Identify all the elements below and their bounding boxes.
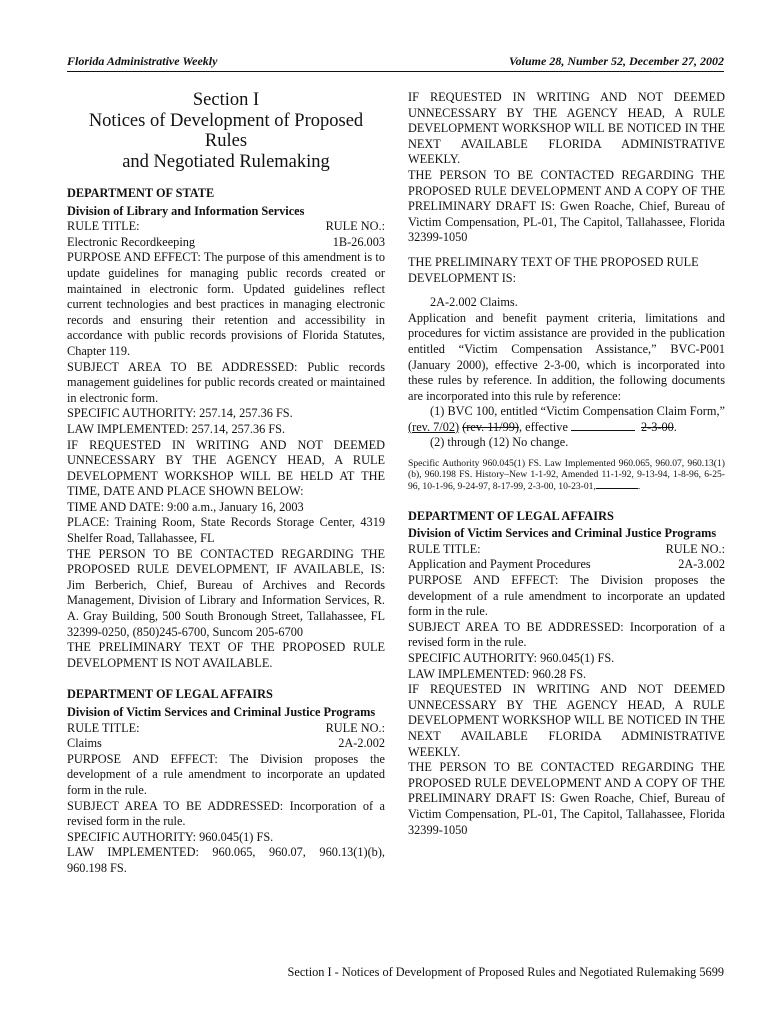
subject-paragraph: SUBJECT AREA TO BE ADDRESSED: Public records management guidelines for public records created or maintained in electronic form. [67, 359, 385, 405]
running-head [67, 54, 724, 69]
rule-value-row [67, 235, 385, 251]
specific-authority: SPECIFIC AUTHORITY: 960.045(1) FS. [67, 829, 274, 844]
rule-history [408, 458, 725, 493]
effective-text: , effective [518, 419, 568, 434]
rule-text-heading: 2A-2.002 Claims. [430, 295, 518, 310]
rule-title: Electronic Recordkeeping [67, 234, 196, 249]
rule-text-item-1 [408, 404, 725, 435]
deleted-text: (rev. 11/99) [462, 419, 519, 434]
purpose-paragraph: PURPOSE AND EFFECT: The purpose of this amendment is to update guidelines for managing public records created or maintained in electronic form. Updated guidelines reflect current technologies and best practices in managing electronic records and ensuring their retention and accessibility in accordance with public records provisions of Florida Statutes, Chapter 119. [67, 250, 385, 358]
right-column [408, 90, 725, 838]
history-end: . [637, 481, 641, 493]
specific-authority: SPECIFIC AUTHORITY: 257.14, 257.36 FS. [67, 406, 293, 421]
place: PLACE: Training Room, State Records Storage Center, 4319 Shelfer Road, Tallahassee, FL [67, 515, 385, 546]
rule-title: Application and Payment Procedures [408, 557, 591, 572]
law-implemented: LAW IMPLEMENTED: 960.065, 960.07, 960.13(1)(b), 960.198 FS. [67, 845, 385, 875]
law-implemented: LAW IMPLEMENTED: 257.14, 257.36 FS. [67, 421, 286, 436]
added-text: (rev. 7/02) [408, 419, 460, 434]
law-implemented: LAW IMPLEMENTED: 960.28 FS. [408, 666, 587, 681]
rule-title-label: RULE TITLE: [67, 720, 140, 735]
division-heading: Division of Victim Services and Criminal Justice Programs [67, 705, 376, 719]
rule-title-label: RULE TITLE: [408, 541, 481, 556]
section-title-line-3: and Negotiated Rulemaking [122, 151, 330, 172]
publication-name: Florida Administrative Weekly [67, 54, 218, 68]
workshop-paragraph: IF REQUESTED IN WRITING AND NOT DEEMED UNNECESSARY BY THE AGENCY HEAD, A RULE DEVELOPMENT WORKSHOP WILL BE HELD AT THE TIME, DATE AND PLACE SHOWN BELOW: [67, 437, 385, 499]
history-text: Specific Authority 960.045(1) FS. Law Implemented 960.065, 960.07, 960.13(1)(b), 960.198 FS. History–New 1-1-92, Amended 11-1-92, 9-13-94, 1-8-96, 6-25-96, 10-1-96, 9-24-97, 8-17-99, 2-3-00, 10-23-01, [408, 458, 725, 493]
department-heading: DEPARTMENT OF LEGAL AFFAIRS [408, 508, 614, 523]
division-heading: Division of Library and Information Services [67, 203, 305, 218]
section-title-line-1: Section I [192, 90, 260, 110]
workshop-paragraph: IF REQUESTED IN WRITING AND NOT DEEMED UNNECESSARY BY THE AGENCY HEAD, A RULE DEVELOPMENT WORKSHOP WILL BE NOTICED IN THE NEXT AVAILABLE FLORIDA ADMINISTRATIVE WEEKLY. [408, 682, 725, 759]
purpose-paragraph: PURPOSE AND EFFECT: The Division proposes the development of a rule amendment to incorporate an updated form in the rule. [67, 751, 385, 797]
deleted-date: 2-3-00 [641, 419, 674, 434]
department-heading: DEPARTMENT OF LEGAL AFFAIRS [67, 687, 273, 702]
rule-value-row [408, 557, 725, 573]
purpose-paragraph: PURPOSE AND EFFECT: The Division proposes the development of a rule amendment to incorporate an updated form in the rule. [408, 573, 725, 619]
workshop-paragraph: IF REQUESTED IN WRITING AND NOT DEEMED UNNECESSARY BY THE AGENCY HEAD, A RULE DEVELOPMENT WORKSHOP WILL BE NOTICED IN THE NEXT AVAILABLE FLORIDA ADMINISTRATIVE WEEKLY. [408, 90, 725, 167]
rule-number: 1B-26.003 [332, 234, 385, 249]
page-footer: Section I - Notices of Development of Proposed Rules and Negotiated Rulemaking 5699 [287, 965, 724, 979]
item-1-text: (1) BVC 100, entitled “Victim Compensation Claim Form,” [430, 404, 725, 419]
specific-authority: SPECIFIC AUTHORITY: 960.045(1) FS. [408, 651, 615, 666]
rule-no-label: RULE NO.: [325, 720, 385, 735]
division-heading: Division of Victim Services and Criminal Justice Programs [408, 526, 717, 541]
header-rule [67, 71, 724, 72]
department-heading: DEPARTMENT OF STATE [67, 186, 215, 200]
rule-title: Claims [67, 736, 102, 751]
rule-text-item-2: (2) through (12) No change. [430, 435, 569, 450]
date-blank [571, 420, 635, 431]
rule-number: 2A-3.002 [678, 557, 725, 572]
rule-label-row [408, 542, 725, 558]
rule-label-row [67, 219, 385, 235]
item-1-end: . [673, 419, 677, 434]
subject-paragraph: SUBJECT AREA TO BE ADDRESSED: Incorporation of a revised form in the rule. [408, 619, 725, 650]
preliminary-text-note: THE PRELIMINARY TEXT OF THE PROPOSED RULE DEVELOPMENT IS NOT AVAILABLE. [67, 640, 385, 670]
time-date: TIME AND DATE: 9:00 a.m., January 16, 2003 [67, 499, 304, 514]
preliminary-text-heading: THE PRELIMINARY TEXT OF THE PROPOSED RULE DEVELOPMENT IS: [408, 254, 699, 285]
rule-no-label: RULE NO.: [665, 541, 725, 556]
section-title-line-2: Notices of Development of Proposed Rules [88, 110, 364, 151]
rule-label-row [67, 721, 385, 737]
rule-number: 2A-2.002 [338, 736, 385, 751]
rule-title-label: RULE TITLE: [67, 219, 140, 234]
history-blank [596, 480, 638, 489]
left-column [67, 90, 385, 877]
rule-value-row [67, 736, 385, 752]
section-title [67, 90, 385, 172]
contact-paragraph: THE PERSON TO BE CONTACTED REGARDING THE PROPOSED RULE DEVELOPMENT AND A COPY OF THE PRELIMINARY DRAFT IS: Gwen Roache, Chief, Bureau of Victim Compensation, PL-01, The Capitol, Tallahassee, Florida 32399-1050 [408, 760, 725, 837]
contact-paragraph: THE PERSON TO BE CONTACTED REGARDING THE PROPOSED RULE DEVELOPMENT, IF AVAILABLE, IS: Jim Berberich, Chief, Bureau of Archives and Records Management, Division of Library and Information Services, R. A. Gray Building, 500 South Bronough Street, Tallahassee, FL 32399-0250, (850)245-6700, Suncom 205-6700 [67, 546, 385, 639]
subject-paragraph: SUBJECT AREA TO BE ADDRESSED: Incorporation of a revised form in the rule. [67, 798, 385, 829]
issue-info: Volume 28, Number 52, December 27, 2002 [509, 54, 724, 68]
rule-text-body: Application and benefit payment criteria, limitations and procedures for victim assistance are provided in the publication entitled “Victim Compensation Assistance,” BVC-P001 (January 2000), effective 2-3-00, which is incorporated into these rules by reference. In addition, the following documents are incorporated into this rule by reference: [408, 310, 725, 403]
rule-no-label: RULE NO.: [325, 219, 385, 234]
contact-paragraph: THE PERSON TO BE CONTACTED REGARDING THE PROPOSED RULE DEVELOPMENT AND A COPY OF THE PRELIMINARY DRAFT IS: Gwen Roache, Chief, Bureau of Victim Compensation, PL-01, The Capitol, Tallahassee, Florida 32399-1050 [408, 167, 725, 245]
